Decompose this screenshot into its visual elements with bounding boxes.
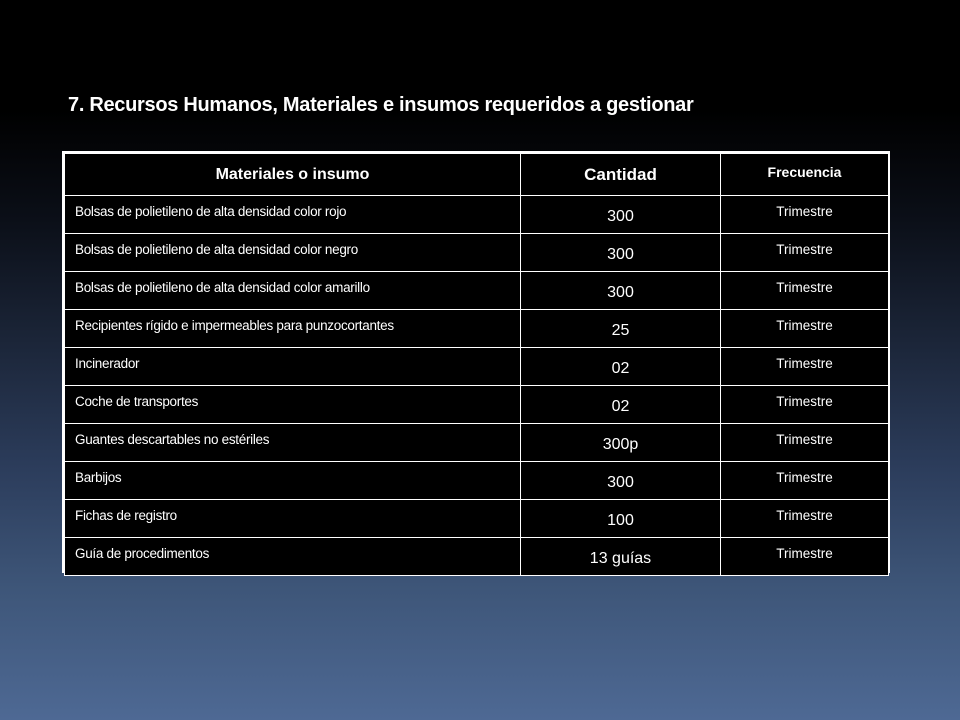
- cell-material: Fichas de registro: [65, 500, 521, 538]
- table-row: [65, 196, 889, 234]
- cell-frecuencia: Trimestre: [721, 538, 889, 576]
- cell-cantidad: 02: [521, 386, 721, 424]
- cell-cantidad: 13 guías: [521, 538, 721, 576]
- cell-material: Guía de procedimentos: [65, 538, 521, 576]
- cell-frecuencia: Trimestre: [721, 272, 889, 310]
- cell-cantidad: 300: [521, 462, 721, 500]
- header-cantidad: Cantidad: [521, 154, 721, 196]
- cell-frecuencia: Trimestre: [721, 386, 889, 424]
- cell-cantidad: 300p: [521, 424, 721, 462]
- cell-material: Bolsas de polietileno de alta densidad color negro: [65, 234, 521, 272]
- cell-frecuencia: Trimestre: [721, 196, 889, 234]
- cell-frecuencia: Trimestre: [721, 348, 889, 386]
- cell-cantidad: 100: [521, 500, 721, 538]
- header-frecuencia: Frecuencia: [721, 154, 889, 196]
- header-materiales: Materiales o insumo: [65, 154, 521, 196]
- table-row: [65, 424, 889, 462]
- cell-frecuencia: Trimestre: [721, 462, 889, 500]
- cell-frecuencia: Trimestre: [721, 310, 889, 348]
- table-row: [65, 500, 889, 538]
- cell-material: Incinerador: [65, 348, 521, 386]
- cell-material: Guantes descartables no estériles: [65, 424, 521, 462]
- cell-cantidad: 02: [521, 348, 721, 386]
- table-row: [65, 272, 889, 310]
- cell-frecuencia: Trimestre: [721, 424, 889, 462]
- slide-title: 7. Recursos Humanos, Materiales e insumos requeridos a gestionar: [68, 94, 694, 116]
- resources-table-frame: [62, 151, 890, 573]
- table-row: [65, 234, 889, 272]
- table-row: [65, 310, 889, 348]
- table-row: [65, 386, 889, 424]
- cell-cantidad: 300: [521, 234, 721, 272]
- table-row: [65, 538, 889, 576]
- cell-frecuencia: Trimestre: [721, 234, 889, 272]
- cell-cantidad: 25: [521, 310, 721, 348]
- resources-table: [64, 153, 889, 576]
- table-header-row: [65, 154, 889, 196]
- cell-cantidad: 300: [521, 196, 721, 234]
- cell-material: Coche de transportes: [65, 386, 521, 424]
- table-row: [65, 348, 889, 386]
- cell-material: Barbijos: [65, 462, 521, 500]
- cell-frecuencia: Trimestre: [721, 500, 889, 538]
- cell-material: Bolsas de polietileno de alta densidad color amarillo: [65, 272, 521, 310]
- cell-material: Bolsas de polietileno de alta densidad color rojo: [65, 196, 521, 234]
- cell-cantidad: 300: [521, 272, 721, 310]
- cell-material: Recipientes rígido e impermeables para punzocortantes: [65, 310, 521, 348]
- table-row: [65, 462, 889, 500]
